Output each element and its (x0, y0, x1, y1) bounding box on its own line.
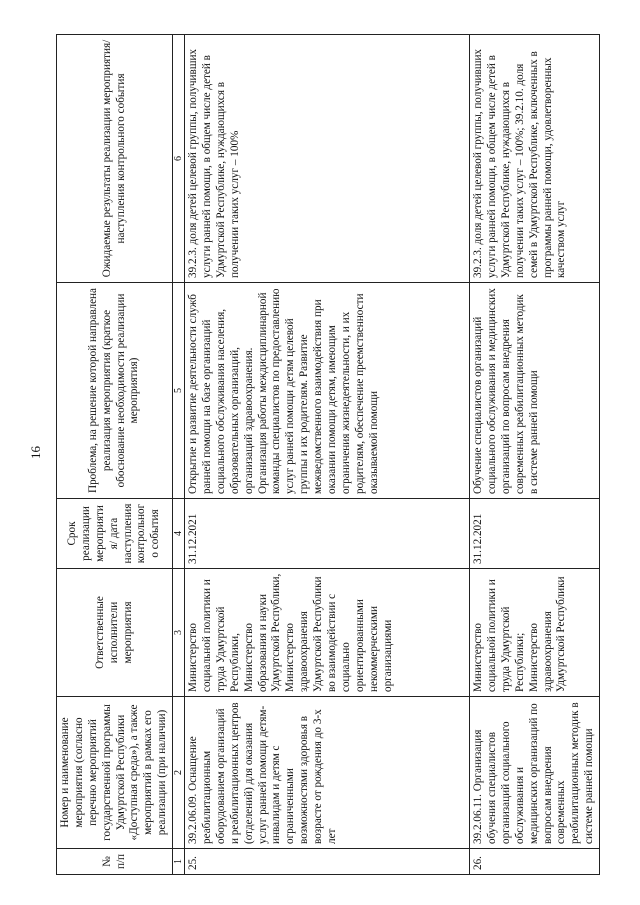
header-num: № п/п (57, 849, 173, 875)
measure-name: 39.2.06.09. Оснащение реабилитационным оборудованием организаций и реабилитационных центров (отделений) для оказания услуг ранней помощи детям-инвалидам и детям с ограниченными возможностями здоровья в возрасте от рождения до 3-х лет (185, 697, 470, 849)
executors: Министерство социальной политики и труда Удмуртской Республики; Министерство здравоохранения Удмуртской Республики (470, 569, 600, 697)
measures-table (56, 34, 600, 875)
header-problem: Проблема, на решение которой направлена реализация мероприятия (краткое обоснование необходимости реализации мероприятия) (57, 283, 173, 499)
executors: Министерство социальной политики и труда Удмуртской Республики, Министерство образования и науки Удмуртской Республики, Министерство здравоохранения Удмуртской Республики во взаимодействии с социально ориентированными некоммерческими организациями (185, 569, 470, 697)
measure-name: 39.2.06.11. Организация обучения специалистов организаций социального обслуживания и медицинских организаций по вопросам внедрения современных реабилитационных методик в системе ранней помощи (470, 697, 600, 849)
column-index: 4 (173, 499, 185, 569)
column-index: 6 (173, 35, 185, 283)
table-row (185, 35, 470, 875)
header-results: Ожидаемые результаты реализации мероприятия/ наступления контрольного события (57, 35, 173, 283)
page-number: 16 (28, 446, 43, 459)
header-row (57, 35, 173, 875)
row-number: 26. (470, 849, 600, 875)
expected-results: 39.2.3. доля детей целевой группы, получивших услуги ранней помощи, в общем числе детей в Удмуртской Республике, нуждающихся в получении таких услуг – 100%; 39.2.10. доля семей в Удмуртской Республике, включенных в программы ранней помощи, удовлетворенных качеством услуг (470, 35, 600, 283)
table-row (470, 35, 600, 875)
expected-results: 39.2.3. доля детей целевой группы, получивших услуги ранней помощи, в общем числе детей в Удмуртской Республике, нуждающихся в получении таких услуг – 100% (185, 35, 470, 283)
header-term: Срок реализации мероприятия/ дата наступления контрольного события (57, 499, 173, 569)
header-executors: Ответственные исполнители мероприятия (57, 569, 173, 697)
column-index: 2 (173, 697, 185, 849)
column-index-row (173, 35, 185, 875)
term-date: 31.12.2021 (185, 499, 470, 569)
row-number: 25. (185, 849, 470, 875)
column-index: 5 (173, 283, 185, 499)
column-index: 1 (173, 849, 185, 875)
column-index: 3 (173, 569, 185, 697)
header-measure: Номер и наименование мероприятия (согласно перечню мероприятий государственной программы Удмуртской Республики «Доступная среда»), а также мероприятий в рамках его реализации (при наличии) (57, 697, 173, 849)
problem-text: Открытие и развитие деятельности служб ранней помощи на базе организаций социального обслуживания населения, образовательных организаций, организаций здравоохранения. Организация работы междисциплинарной команды специалистов по предоставлению услуг ранней помощи детям целевой группы и их родителям. Развитие межведомственного взаимодействия при оказании помощи детям, имеющим ограничения жизнедеятельности, и их родителям, обеспечение преемственности оказываемой помощи (185, 283, 470, 499)
term-date: 31.12.2021 (470, 499, 600, 569)
problem-text: Обучение специалистов организаций социального обслуживания и медицинских организаций по вопросам внедрения современных реабилитационных методик в системе ранней помощи (470, 283, 600, 499)
